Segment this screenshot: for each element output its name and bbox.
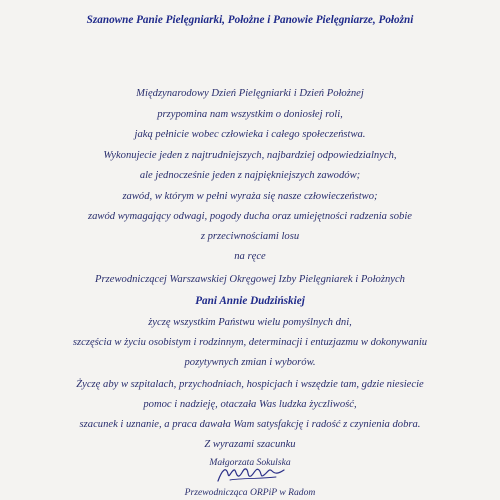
paragraph-2-line: życzę wszystkim Państwu wielu pomyślnych dni, [148,317,352,328]
paragraph-3-line: szacunek i uznanie, a praca dawała Wam satysfakcję i radość z czynienia dobra. [79,419,421,430]
salutation: Szanowne Panie Pielęgniarki, Położne i Panowie Pielęgniarze, Położni [86,14,414,26]
paragraph-3-line: pomoc i nadzieję, otaczała Was ludzka życzliwość, [143,399,357,410]
paragraph-1-line: zawód wymagający odwagi, pogody ducha oraz umiejętności radzenia sobie [88,211,412,222]
paragraph-1-line: zawód, w którym w pełni wyraża się nasze człowieczeństwo; [122,191,378,202]
handwritten-signature [216,462,288,486]
paragraph-1-line: z przeciwnościami losu [200,231,300,242]
signer-name: Małgorzata Sokulska [209,457,291,468]
paragraph-2-line: szczęścia w życiu osobistym i rodzinnym, determinacji i entuzjazmu w dokonywaniu [72,337,428,348]
paragraph-1-line: Wykonujecie jeden z najtrudniejszych, najbardziej odpowiedzialnych, [103,150,397,161]
paragraph-1-line: ale jednocześnie jeden z najpiękniejszych zawodów; [139,170,361,181]
on-hands: na ręce [234,251,266,262]
signer-title: Przewodnicząca ORPiP w Radom [184,487,316,498]
paragraph-1-line: przypomina nam wszystkim o doniosłej roli, [157,109,343,120]
recipient-name: Pani Annie Dudzińskiej [195,295,305,307]
closing: Z wyrazami szacunku [204,439,296,450]
paragraph-1-line: Międzynarodowy Dzień Pielęgniarki i Dzień Położnej [136,88,364,99]
recipient-org: Przewodniczącej Warszawskiej Okręgowej Izby Pielęgniarek i Położnych [95,274,405,285]
paragraph-2-line: pozytywnych zmian i wyborów. [184,357,316,368]
paragraph-3-line: Życzę aby w szpitalach, przychodniach, hospicjach i wszędzie tam, gdzie niesiecie [76,379,424,390]
paragraph-1-line: jaką pełnicie wobec człowieka i całego społeczeństwa. [134,129,366,140]
